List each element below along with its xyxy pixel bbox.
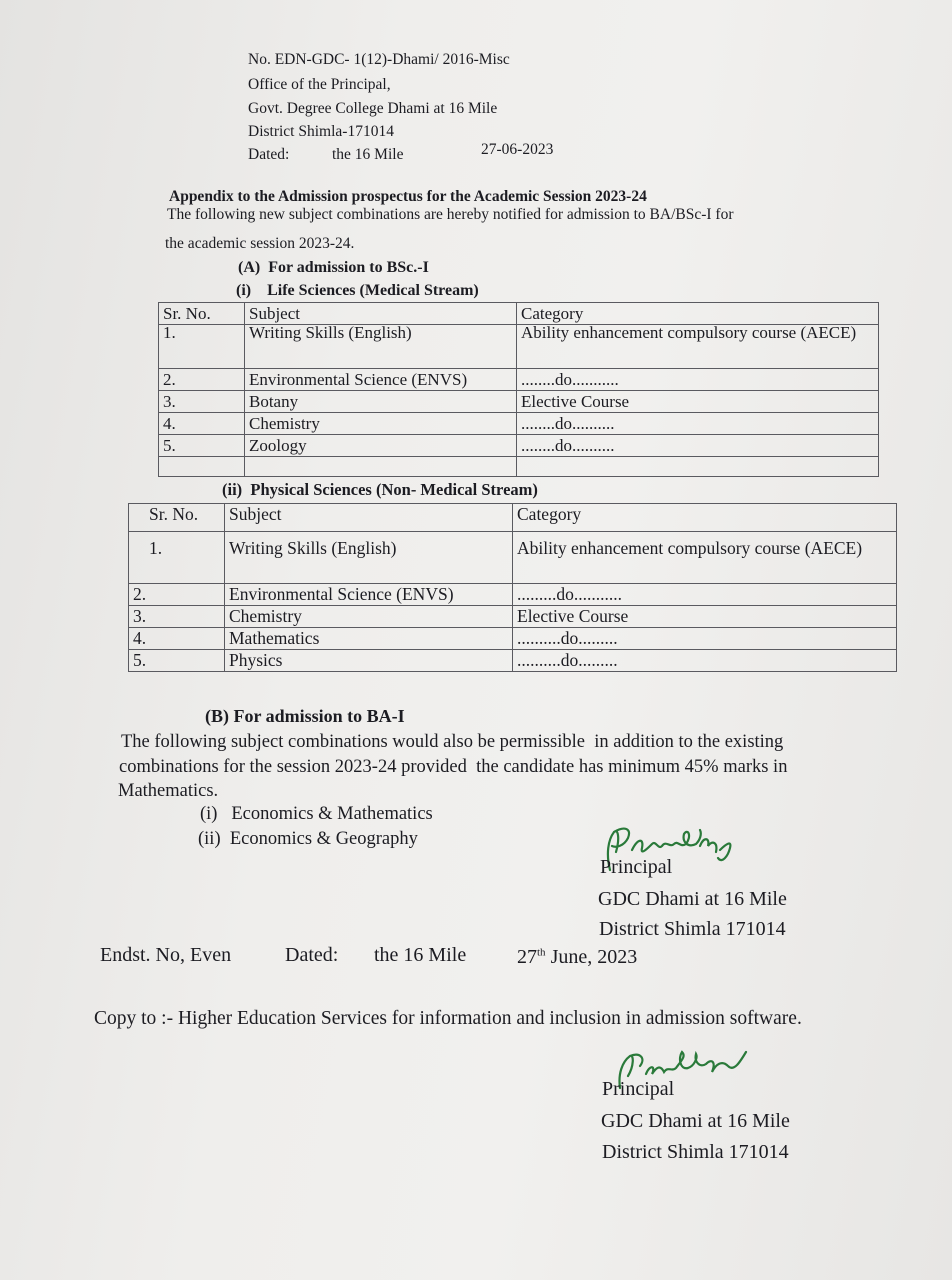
date-suffix: th <box>537 946 546 959</box>
column-header: Subject <box>245 303 517 325</box>
intro-line-1: The following new subject combinations are hereby notified for admission to BA/BSc-I for <box>167 206 734 223</box>
dated-date: 27-06-2023 <box>481 141 554 158</box>
life-sciences-rows <box>158 322 879 477</box>
signature-2-title: Principal <box>602 1078 675 1100</box>
empty-cell <box>245 456 517 476</box>
table-row <box>159 322 879 368</box>
dated-place: the 16 Mile <box>332 146 404 163</box>
column-header: Subject <box>225 504 513 532</box>
category-cell: ........do.......... <box>517 412 879 434</box>
section-b-line-1: The following subject combinations would also be permissible in addition to the existing <box>121 732 784 752</box>
table-row <box>129 532 897 584</box>
date-month-year: June, 2023 <box>545 946 638 968</box>
subject-cell: Writing Skills (English) <box>225 532 513 584</box>
table-row <box>159 434 879 456</box>
sr-cell: 1. <box>129 532 225 584</box>
subject-cell: Environmental Science (ENVS) <box>225 584 513 606</box>
signature-1-college: GDC Dhami at 16 Mile <box>598 888 787 910</box>
subject-cell: Writing Skills (English) <box>245 322 517 368</box>
subject-cell: Physics <box>225 650 513 672</box>
sr-cell: 5. <box>159 434 245 456</box>
table-row <box>129 650 897 672</box>
table-row <box>159 412 879 434</box>
subject-cell: Mathematics <box>225 628 513 650</box>
subject-cell: Botany <box>245 390 517 412</box>
reference-number: No. EDN-GDC- 1(12)-Dhami/ 2016-Misc <box>248 51 510 68</box>
category-cell: ........do........... <box>517 368 879 390</box>
empty-cell <box>159 456 245 476</box>
sr-cell: 3. <box>159 390 245 412</box>
sr-cell: 3. <box>129 606 225 628</box>
subject-cell: Zoology <box>245 434 517 456</box>
table-row <box>129 628 897 650</box>
section-a-heading: (A) For admission to BSc.-I <box>238 259 429 276</box>
physical-sciences-heading: (ii) Physical Sciences (Non- Medical Stream) <box>222 480 538 499</box>
column-header: Sr. No. <box>159 303 245 325</box>
district-line: District Shimla-171014 <box>248 123 394 140</box>
sr-cell: 5. <box>129 650 225 672</box>
section-b-line-3: Mathematics. <box>118 781 219 801</box>
date-day: 27 <box>517 946 537 968</box>
section-b-heading: (B) For admission to BA-I <box>205 706 405 726</box>
sr-cell: 4. <box>129 628 225 650</box>
dated-label: Dated: <box>248 146 290 163</box>
appendix-title: Appendix to the Admission prospectus for the Academic Session 2023-24 <box>169 188 647 205</box>
category-cell: .........do........... <box>513 584 897 606</box>
section-b-line-2: combinations for the session 2023-24 provided the candidate has minimum 45% marks in <box>119 757 788 777</box>
column-header: Category <box>517 303 879 325</box>
endorsement-number: Endst. No, Even <box>100 944 232 966</box>
subject-cell: Environmental Science (ENVS) <box>245 368 517 390</box>
option-economics-geography: (ii) Economics & Geography <box>198 829 418 849</box>
category-cell: Elective Course <box>513 606 897 628</box>
table-row <box>159 390 879 412</box>
subject-cell: Chemistry <box>225 606 513 628</box>
sr-cell: 2. <box>159 368 245 390</box>
physical-sciences-table <box>128 503 897 672</box>
category-cell: Ability enhancement compulsory course (AECE) <box>517 322 879 368</box>
subject-cell: Chemistry <box>245 412 517 434</box>
endorsement-date <box>517 946 637 969</box>
signature-1-district: District Shimla 171014 <box>599 918 786 940</box>
sr-cell: 1. <box>159 322 245 368</box>
table-row-empty <box>159 456 879 476</box>
category-cell: ..........do......... <box>513 650 897 672</box>
category-cell: ..........do......... <box>513 628 897 650</box>
endorsement-place: the 16 Mile <box>374 944 467 966</box>
category-cell: Elective Course <box>517 390 879 412</box>
table-row <box>129 606 897 628</box>
option-economics-mathematics: (i) Economics & Mathematics <box>200 804 433 824</box>
signature-2-college: GDC Dhami at 16 Mile <box>601 1110 790 1132</box>
sr-cell: 4. <box>159 412 245 434</box>
sr-cell: 2. <box>129 584 225 606</box>
college-line: Govt. Degree College Dhami at 16 Mile <box>248 100 498 117</box>
category-cell: ........do.......... <box>517 434 879 456</box>
signature-1-title: Principal <box>600 856 673 878</box>
table-row <box>159 368 879 390</box>
category-cell: Ability enhancement compulsory course (AECE) <box>513 532 897 584</box>
table-row <box>129 584 897 606</box>
life-sciences-heading: (i) Life Sciences (Medical Stream) <box>236 282 479 299</box>
copy-to-line: Copy to :- Higher Education Services for information and inclusion in admission software. <box>94 1008 802 1029</box>
intro-line-2: the academic session 2023-24. <box>165 235 355 252</box>
column-header: Category <box>513 504 897 532</box>
signature-2-district: District Shimla 171014 <box>602 1141 789 1163</box>
column-header: Sr. No. <box>129 504 225 532</box>
endorsement-dated-label: Dated: <box>285 944 339 966</box>
empty-cell <box>517 456 879 476</box>
table-header-row <box>129 504 897 532</box>
office-line: Office of the Principal, <box>248 76 391 93</box>
